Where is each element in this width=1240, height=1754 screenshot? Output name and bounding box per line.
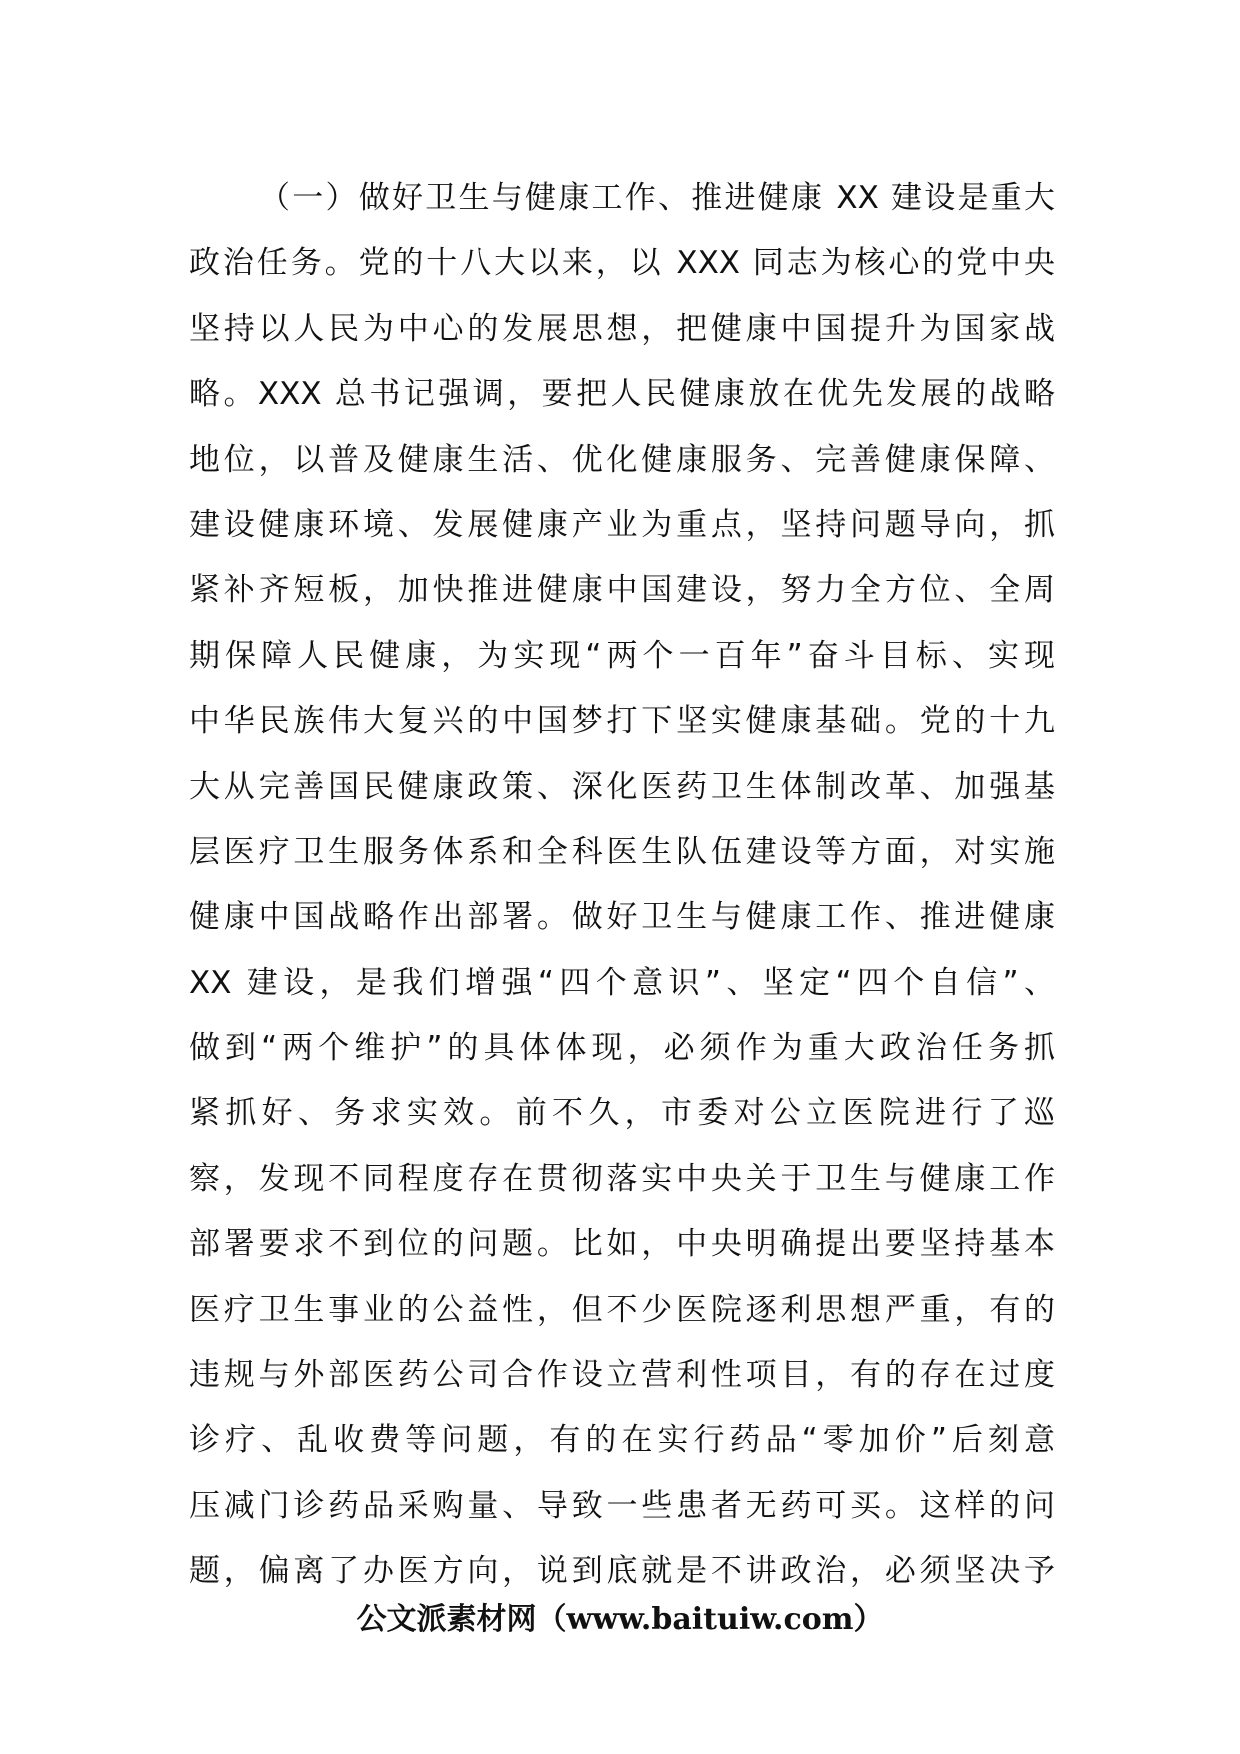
text-line: 中华民族伟大复兴的中国梦打下坚实健康基础。党的十九 — [189, 703, 1055, 740]
text-line: 压减门诊药品采购量、导致一些患者无药可买。这样的问 — [189, 1487, 1055, 1524]
text-line: 紧补齐短板，加快推进健康中国建设，努力全方位、全周 — [189, 572, 1055, 609]
text-line: 层医疗卫生服务体系和全科医生队伍建设等方面，对实施 — [189, 833, 1055, 870]
text-line: 政治任务。党的十八大以来，以 XXX 同志为核心的党中央 — [189, 245, 1055, 282]
text-line: 健康中国战略作出部署。做好卫生与健康工作、推进健康 — [189, 899, 1055, 936]
text-line: 医疗卫生事业的公益性，但不少医院逐利思想严重，有的 — [189, 1291, 1055, 1328]
text-line: 地位，以普及健康生活、优化健康服务、完善健康保障、 — [189, 441, 1055, 478]
text-line: 诊疗、乱收费等问题，有的在实行药品“零加价”后刻意 — [189, 1422, 1055, 1459]
text-line: 题，偏离了办医方向，说到底就是不讲政治，必须坚决予 — [189, 1553, 1055, 1590]
text-line: 建设健康环境、发展健康产业为重点，坚持问题导向，抓 — [189, 506, 1055, 543]
text-line: 部署要求不到位的问题。比如，中央明确提出要坚持基本 — [189, 1226, 1055, 1263]
text-line: 察，发现不同程度存在贯彻落实中央关于卫生与健康工作 — [189, 1160, 1055, 1197]
text-line: 大从完善国民健康政策、深化医药卫生体制改革、加强基 — [189, 768, 1055, 805]
text-line: 略。XXX 总书记强调，要把人民健康放在优先发展的战略 — [189, 376, 1055, 413]
text-line: 违规与外部医药公司合作设立营利性项目，有的存在过度 — [189, 1357, 1055, 1394]
text-line: 做到“两个维护”的具体体现，必须作为重大政治任务抓 — [189, 1030, 1055, 1067]
body-paragraph — [189, 166, 1055, 1605]
text-line: 紧抓好、务求实效。前不久，市委对公立医院进行了巡 — [189, 1095, 1055, 1132]
text-line: XX 建设，是我们增强“四个意识”、坚定“四个自信”、 — [189, 964, 1055, 1001]
text-line: 坚持以人民为中心的发展思想，把健康中国提升为国家战 — [189, 310, 1055, 347]
footer-watermark-text: 公文派素材网（www.baituiw.com） — [356, 1602, 884, 1637]
text-line: （一）做好卫生与健康工作、推进健康 XX 建设是重大 — [259, 180, 1055, 216]
text-line: 期保障人民健康，为实现“两个一百年”奋斗目标、实现 — [189, 637, 1055, 674]
